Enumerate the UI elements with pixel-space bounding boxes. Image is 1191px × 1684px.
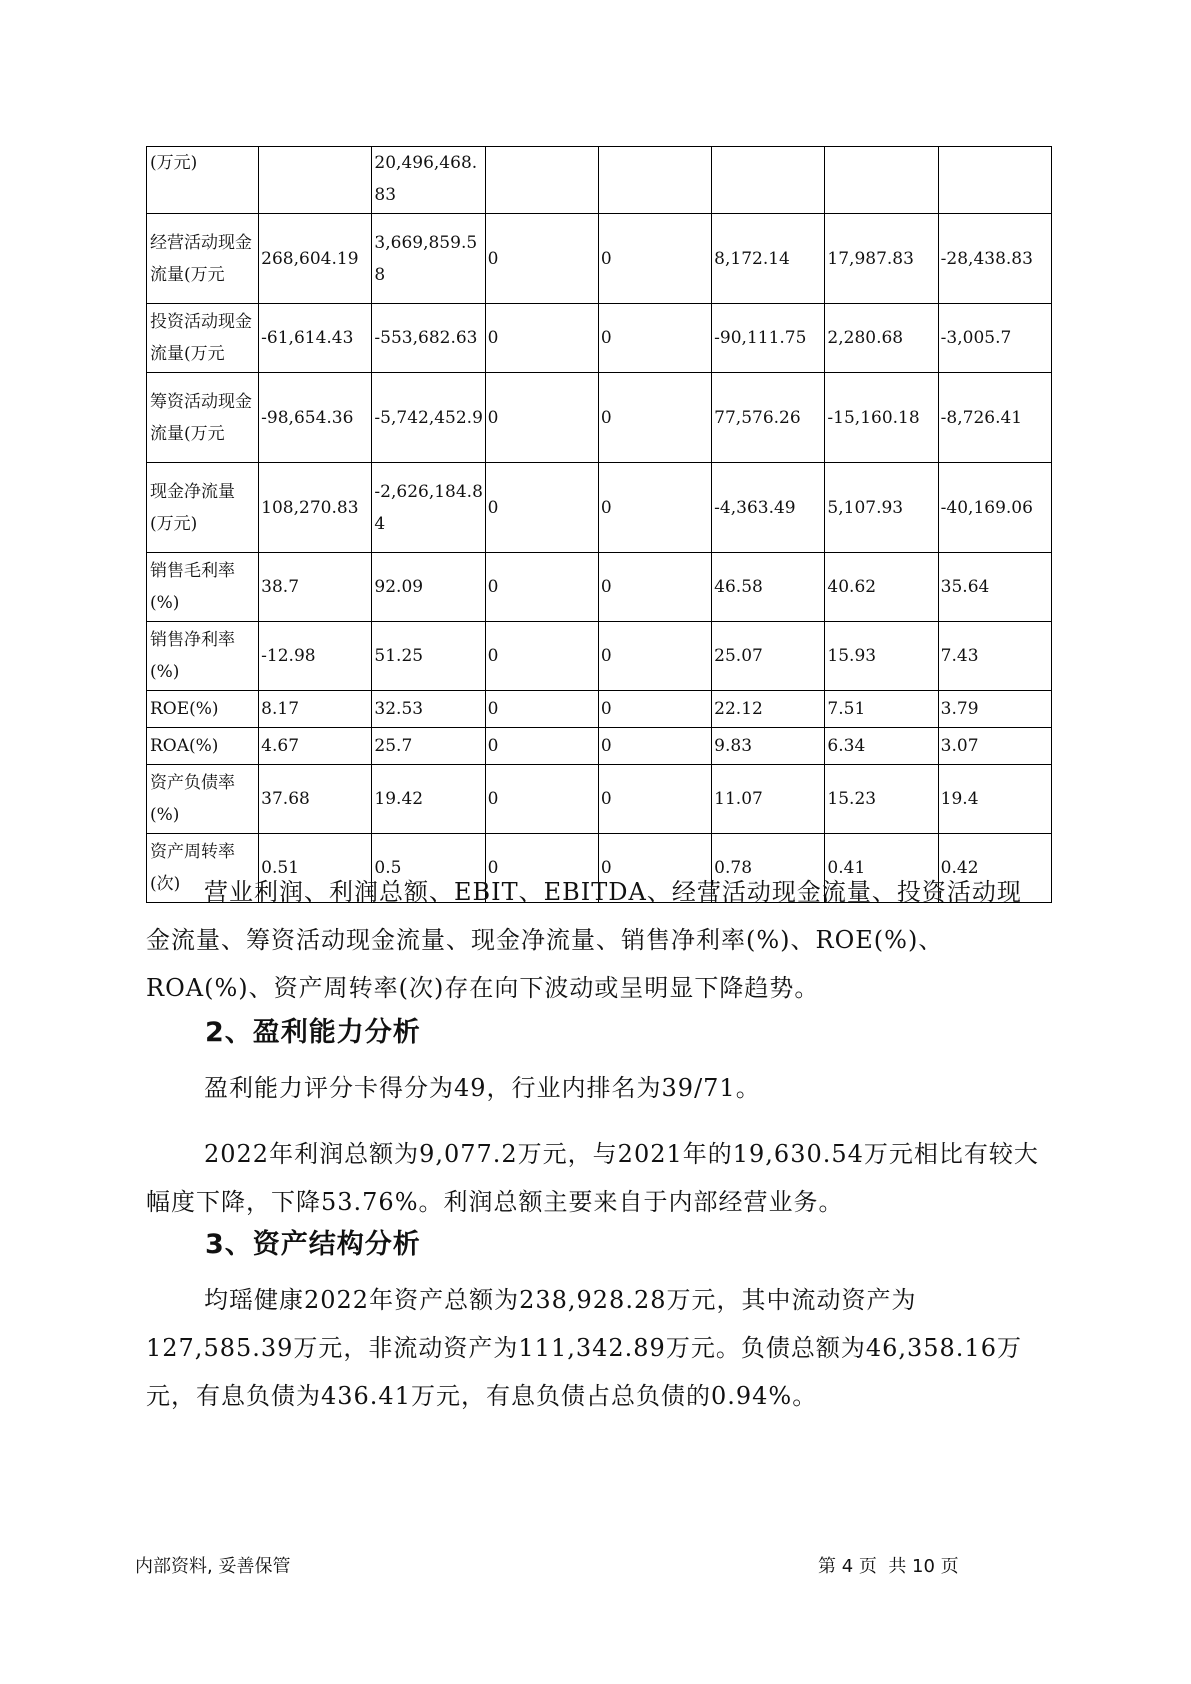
table-cell: 0: [485, 765, 598, 834]
table-cell: -2,626,184.84: [372, 463, 485, 553]
row-label: 投资活动现金流量(万元: [147, 304, 259, 373]
table-cell: 15.23: [825, 765, 938, 834]
table-cell: 3.79: [938, 691, 1051, 728]
table-cell: 4.67: [259, 728, 372, 765]
table-row: [147, 147, 1052, 214]
table-cell: 0: [485, 304, 598, 373]
profit-score-paragraph: 盈利能力评分卡得分为49，行业内排名为39/71。: [204, 1074, 761, 1102]
table-cell: 0: [598, 765, 711, 834]
table-row: [147, 553, 1052, 622]
table-cell: 0: [485, 691, 598, 728]
table-cell: 51.25: [372, 622, 485, 691]
table-cell: 9.83: [712, 728, 825, 765]
table-cell: -15,160.18: [825, 373, 938, 463]
financial-indicator-table: [146, 146, 1052, 903]
table-cell: [825, 147, 938, 214]
table-cell: 17,987.83: [825, 214, 938, 304]
asset-detail-paragraph: 均瑶健康2022年资产总额为238,928.28万元，其中流动资产为127,585.39万元，非流动资产为111,342.89万元。负债总额为46,358.16万元，有息负债为436.41万元，有息负债占总负债的0.94%。: [146, 1286, 1022, 1410]
table-cell: [598, 147, 711, 214]
table-cell: 20,496,468.83: [372, 147, 485, 214]
table-cell: 15.93: [825, 622, 938, 691]
table-cell: 0: [598, 834, 711, 903]
table-row: [147, 728, 1052, 765]
asset-structure-heading: 3、资产结构分析: [205, 1229, 421, 1260]
table-cell: 0: [598, 691, 711, 728]
table-cell: 77,576.26: [712, 373, 825, 463]
row-label: 销售毛利率(%): [147, 553, 259, 622]
table-cell: 22.12: [712, 691, 825, 728]
table-cell: 268,604.19: [259, 214, 372, 304]
table-cell: 37.68: [259, 765, 372, 834]
table-body: [147, 147, 1052, 903]
table-cell: 0: [485, 834, 598, 903]
table-cell: 19.42: [372, 765, 485, 834]
table-cell: 0.78: [712, 834, 825, 903]
row-label: 资产周转率(次): [147, 834, 259, 903]
table-cell: -553,682.63: [372, 304, 485, 373]
table-cell: 0.42: [938, 834, 1051, 903]
row-label: 经营活动现金流量(万元: [147, 214, 259, 304]
profit-analysis-heading: 2、盈利能力分析: [205, 1017, 421, 1048]
table-cell: -40,169.06: [938, 463, 1051, 553]
table-cell: 0: [598, 622, 711, 691]
table-cell: 0: [598, 304, 711, 373]
table-cell: 2,280.68: [825, 304, 938, 373]
table-cell: 25.7: [372, 728, 485, 765]
table-cell: 0: [485, 553, 598, 622]
table-cell: 35.64: [938, 553, 1051, 622]
table-cell: 19.4: [938, 765, 1051, 834]
row-label: (万元): [147, 147, 259, 214]
table-cell: 0.41: [825, 834, 938, 903]
table-cell: 0.51: [259, 834, 372, 903]
profit-detail-paragraph: 2022年利润总额为9,077.2万元，与2021年的19,630.54万元相比有较大幅度下降，下降53.76%。利润总额主要来自于内部经营业务。: [146, 1140, 1039, 1216]
table-cell: 0: [598, 728, 711, 765]
table-cell: 0: [598, 373, 711, 463]
footer-confidential-note: 内部资料, 妥善保管: [135, 1556, 291, 1577]
table-cell: 8.17: [259, 691, 372, 728]
table-cell: 6.34: [825, 728, 938, 765]
table-row: [147, 765, 1052, 834]
row-label: 销售净利率(%): [147, 622, 259, 691]
table-row: [147, 214, 1052, 304]
row-label: 资产负债率(%): [147, 765, 259, 834]
table-cell: -5,742,452.9: [372, 373, 485, 463]
table-cell: 3.07: [938, 728, 1051, 765]
table-cell: [259, 147, 372, 214]
table-cell: -4,363.49: [712, 463, 825, 553]
table-cell: 92.09: [372, 553, 485, 622]
table-cell: 108,270.83: [259, 463, 372, 553]
table-cell: 0: [485, 728, 598, 765]
table-cell: 0: [485, 373, 598, 463]
table-cell: 25.07: [712, 622, 825, 691]
table-cell: 0: [598, 553, 711, 622]
table-cell: 3,669,859.58: [372, 214, 485, 304]
row-label: ROA(%): [147, 728, 259, 765]
table-cell: 11.07: [712, 765, 825, 834]
table-cell: 0: [485, 463, 598, 553]
table-cell: 32.53: [372, 691, 485, 728]
table-cell: 38.7: [259, 553, 372, 622]
table-cell: 0: [598, 463, 711, 553]
table-cell: 40.62: [825, 553, 938, 622]
table-cell: [712, 147, 825, 214]
table-cell: 8,172.14: [712, 214, 825, 304]
table-cell: 7.43: [938, 622, 1051, 691]
table-cell: [485, 147, 598, 214]
table-cell: -12.98: [259, 622, 372, 691]
table-cell: -61,614.43: [259, 304, 372, 373]
row-label: 筹资活动现金流量(万元: [147, 373, 259, 463]
table-cell: -3,005.7: [938, 304, 1051, 373]
table-row: [147, 622, 1052, 691]
table-row: [147, 463, 1052, 553]
table-cell: 5,107.93: [825, 463, 938, 553]
table-cell: 7.51: [825, 691, 938, 728]
table-cell: 0.5: [372, 834, 485, 903]
table-row: [147, 373, 1052, 463]
table-row: [147, 691, 1052, 728]
table-cell: -8,726.41: [938, 373, 1051, 463]
table-cell: -28,438.83: [938, 214, 1051, 304]
row-label: 现金净流量(万元): [147, 463, 259, 553]
footer-page-number: 第 4 页 共 10 页: [818, 1556, 959, 1577]
table-cell: 0: [485, 622, 598, 691]
table-cell: -98,654.36: [259, 373, 372, 463]
table-row: [147, 304, 1052, 373]
table-cell: -90,111.75: [712, 304, 825, 373]
trend-paragraph: 营业利润、利润总额、EBIT、EBITDA、经营活动现金流量、投资活动现金流量、筹资活动现金流量、现金净流量、销售净利率(%)、ROE(%)、ROA(%)、资产周转率(次)存在向下波动或呈明显下降趋势。: [146, 878, 1022, 1002]
table-cell: 0: [485, 214, 598, 304]
row-label: ROE(%): [147, 691, 259, 728]
table-cell: 0: [598, 214, 711, 304]
table-cell: [938, 147, 1051, 214]
table-cell: 46.58: [712, 553, 825, 622]
